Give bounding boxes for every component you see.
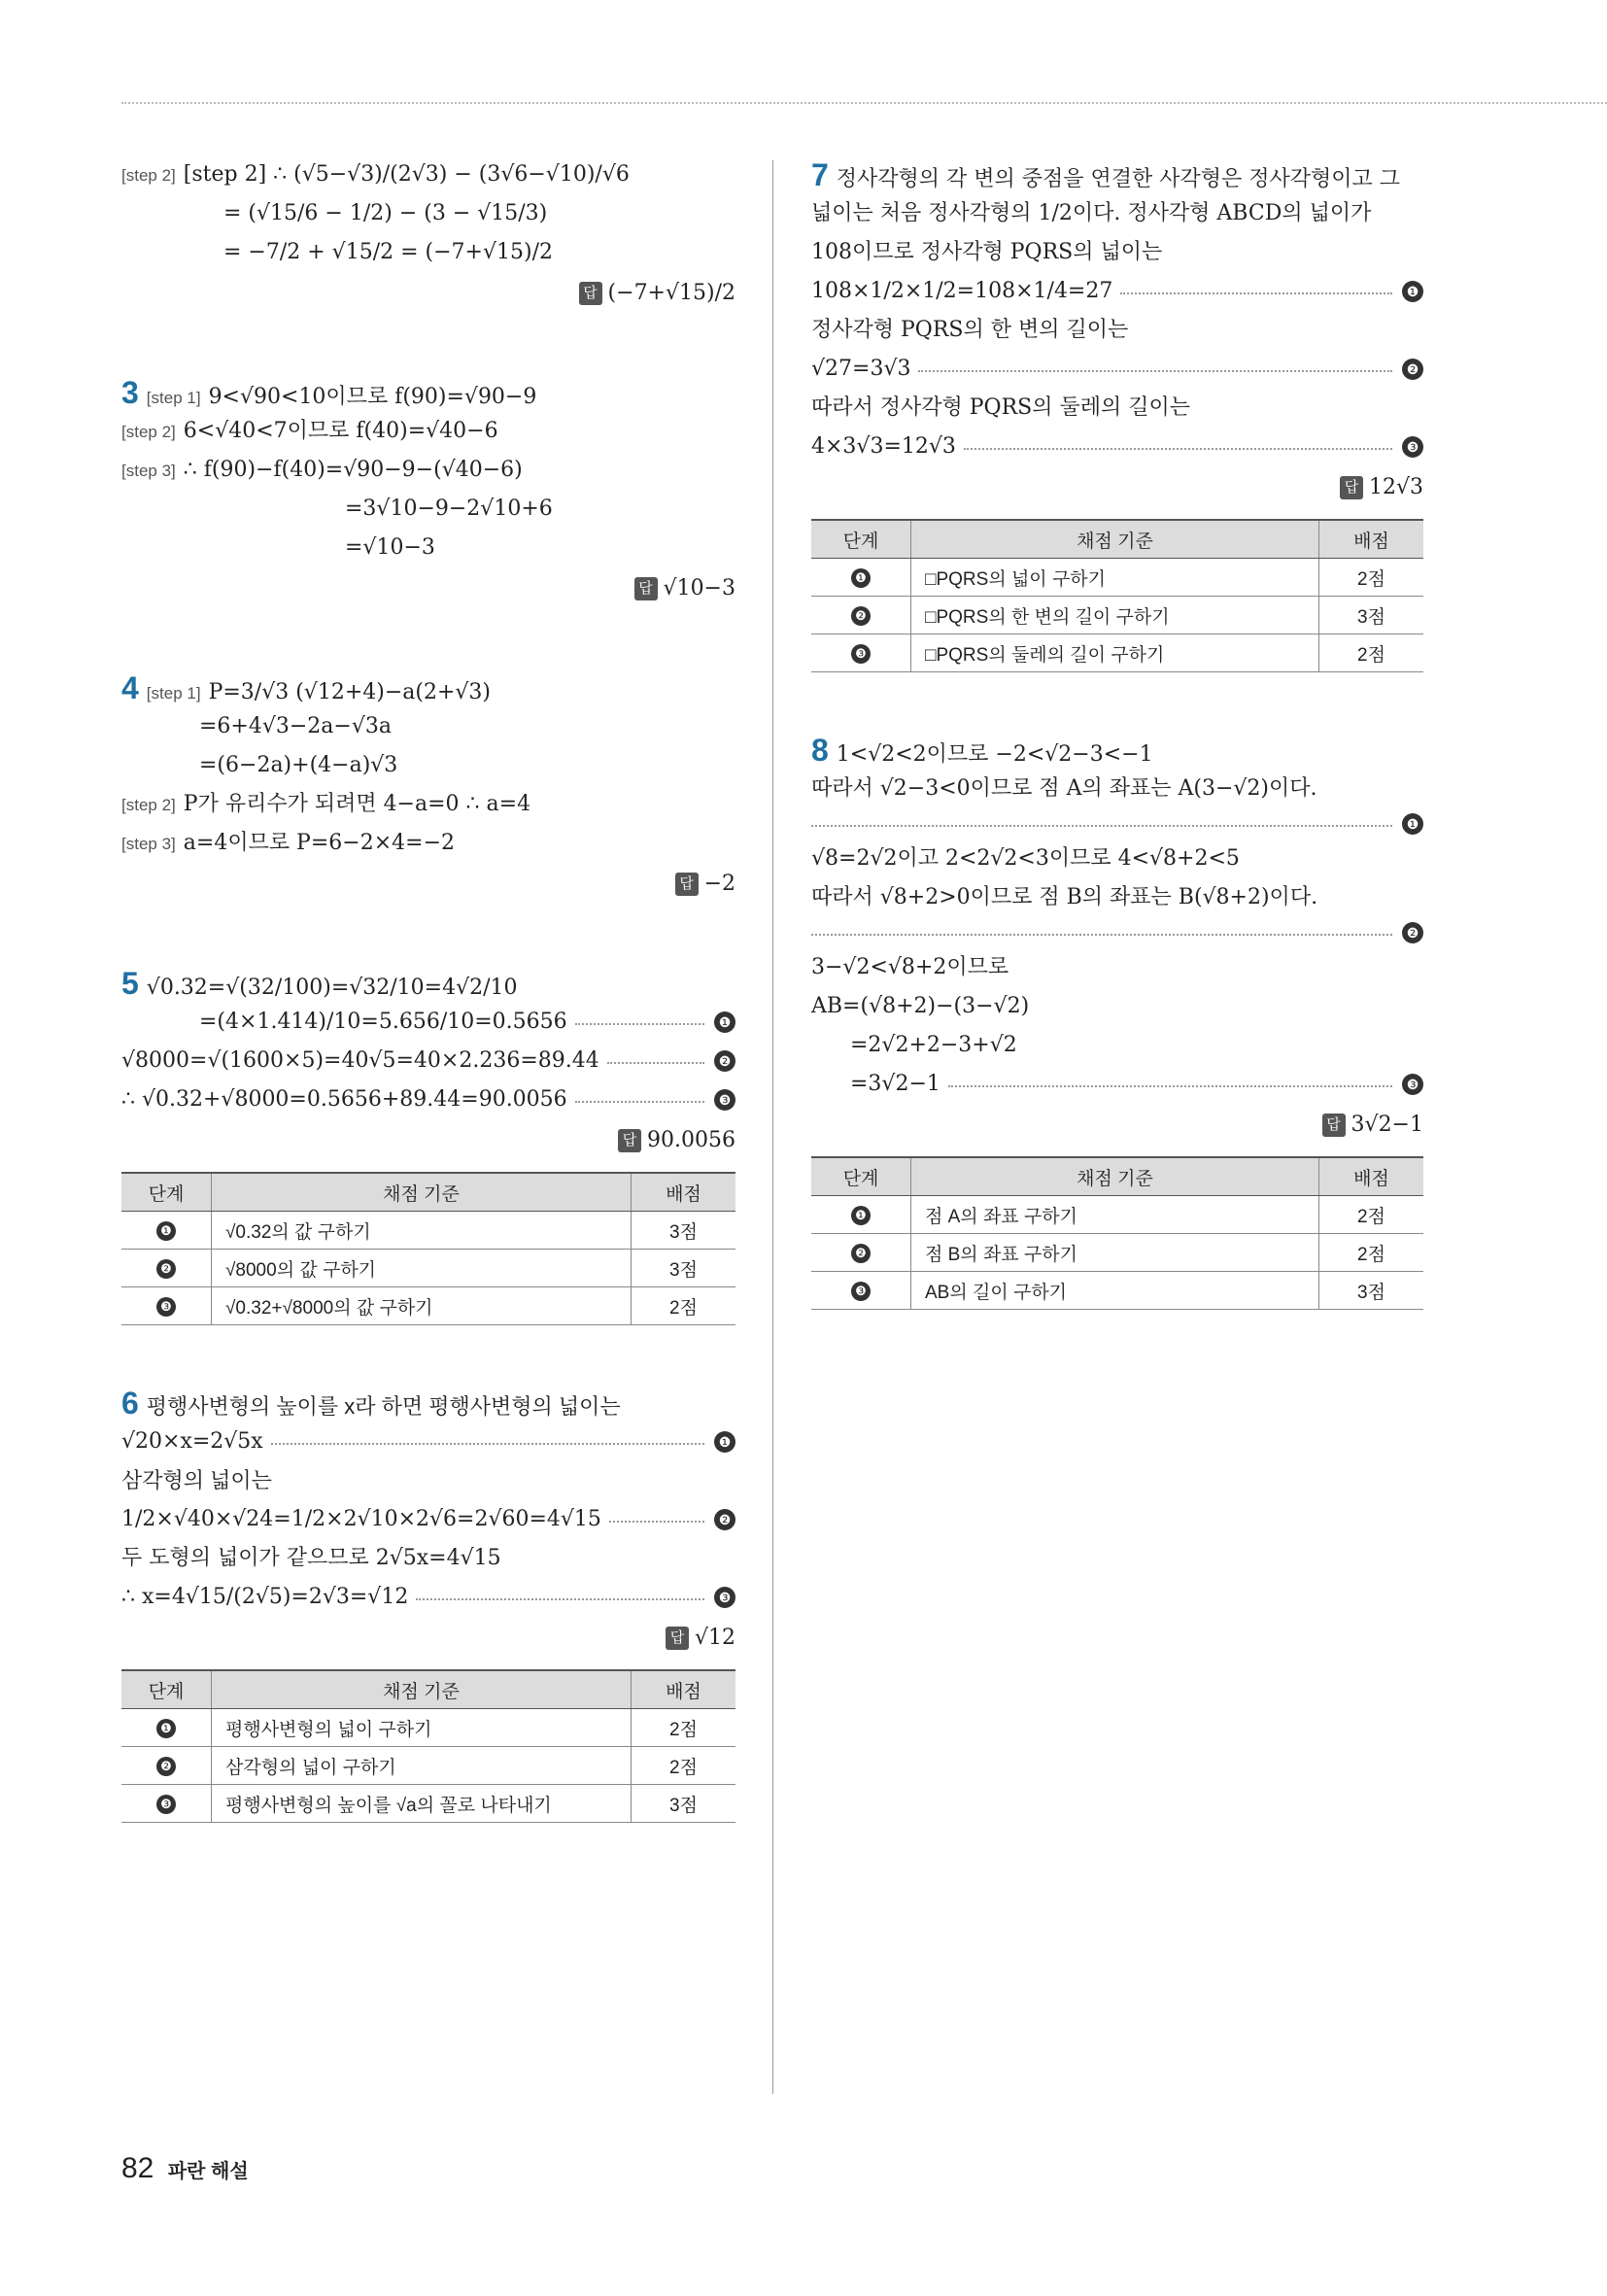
answer-badge: 답 [1340, 476, 1363, 499]
p8-answer: 답 3√2−1 [811, 1104, 1423, 1147]
p4-line-5: a=4이므로 P=6−2×4=−2 [183, 831, 456, 855]
problem-number: 6 [121, 1386, 139, 1421]
p2-answer: 답 (−7+√15)/2 [121, 272, 735, 315]
p7-grading-table: 단계 채점 기준 배점 ❶ □PQRS의 넓이 구하기 2점 ❷ □PQRS의 한 변의 길이 구하기 3점 ❸ □PQRS의 둘레의 길이 구하기 2점 [811, 519, 1423, 672]
p5-grading-table: 단계 채점 기준 배점 ❶ √0.32의 값 구하기 3점 ❷ √8000의 값 구하기 3점 ❸ √0.32+√8000의 값 구하기 2점 [121, 1172, 735, 1325]
problem-3: 3 [step 1] 9<√90<10이므로 f(90)=√90−9 [step 2] 6<√40<7이므로 f(40)=√40−6 [step 3] ∴ f(90)−f(40)=√90−9−(√40−6) =3√10−9−2√10+6 =√10−3 답 √10−3 [121, 373, 735, 610]
problem-4: 4 [step 1] P=3/√3 (√12+4)−a(2+√3) =6+4√3−2a−√3a =(6−2a)+(4−a)√3 [step 2] P가 유리수가 되려면 4−a=0 ∴ a=4 [step 3] a=4이므로 P=6−2×4=−2 답 −2 [121, 668, 735, 906]
p6-line-4: 1/2×√40×√24=1/2×2√10×2√6=2√60=4√15 [121, 1507, 601, 1531]
p8-grading-table: 단계 채점 기준 배점 ❶ 점 A의 좌표 구하기 2점 ❷ 점 B의 좌표 구하기 2점 ❸ AB의 길이 구하기 3점 [811, 1156, 1423, 1310]
problem-2-continued: [step 2] [step 2] ∴ (√5−√3)/(2√3) − (3√6−√10)/√6 = (√15/6 − 1/2) − (3 − √15/3) = −7/2 + √15/2 = (−7+√15)/2 답 (−7+√15)/2 [121, 155, 735, 315]
step-2-marker: ❷ [1402, 359, 1423, 380]
page-footer [121, 2152, 249, 2185]
p4-line-4: P가 유리수가 되려면 4−a=0 ∴ a=4 [183, 792, 531, 816]
p7-answer: 답 12√3 [811, 466, 1423, 509]
step-3-marker: ❸ [714, 1089, 735, 1111]
p2-line-3: = −7/2 + √15/2 = (−7+√15)/2 [223, 240, 553, 264]
p5-line-3: √8000=√(1600×5)=40√5=40×2.236=89.44 [121, 1048, 599, 1073]
step-3-marker: ❸ [1402, 1074, 1423, 1095]
p7-line-1: 정사각형의 각 변의 중점을 연결한 사각형은 정사각형이고 그 [836, 167, 1401, 191]
p7-line-8: 4×3√3=12√3 [811, 434, 956, 459]
table-row: ❷ □PQRS의 한 변의 길이 구하기 3점 [811, 597, 1423, 634]
table-row: ❶ 점 A의 좌표 구하기 2점 [811, 1196, 1423, 1234]
problem-7 [811, 155, 1423, 672]
answer-badge: 답 [666, 1627, 689, 1650]
p7-line-3: 108이므로 정사각형 PQRS의 넓이는 [811, 240, 1163, 264]
step-2-marker: ❷ [714, 1509, 735, 1530]
p8-line-2: 따라서 √2−3<0이므로 점 A의 좌표는 A(3−√2)이다. [811, 776, 1317, 801]
p6-line-1: 평행사변형의 높이를 x라 하면 평행사변형의 넓이는 [146, 1394, 621, 1419]
p8-line-6: AB=(√8+2)−(3−√2) [811, 994, 1030, 1018]
p5-line-4: ∴ √0.32+√8000=0.5656+89.44=90.0056 [121, 1087, 567, 1112]
p5-line-1: √0.32=√(32/100)=√32/10=4√2/10 [146, 976, 518, 1000]
p3-line-5: =√10−3 [345, 535, 435, 560]
p3-line-2: 6<√40<7이므로 f(40)=√40−6 [183, 419, 498, 443]
problem-number: 7 [811, 157, 829, 192]
p7-line-6: √27=3√3 [811, 357, 911, 381]
p8-line-8: =3√2−1 [850, 1072, 940, 1096]
p3-line-1: 9<√90<10이므로 f(90)=√90−9 [208, 385, 537, 409]
p2-line-1: [step 2] ∴ (√5−√3)/(2√3) − (3√6−√10)/√6 [183, 162, 630, 187]
table-row: ❸ □PQRS의 둘레의 길이 구하기 2점 [811, 634, 1423, 672]
p5-answer: 답 90.0056 [121, 1119, 735, 1162]
table-row: ❷ 점 B의 좌표 구하기 2점 [811, 1234, 1423, 1272]
step-1-marker: ❶ [1402, 813, 1423, 835]
p6-answer: 답 √12 [121, 1617, 735, 1660]
p6-line-3: 삼각형의 넓이는 [121, 1468, 272, 1492]
p6-line-2: √20×x=2√5x [121, 1429, 263, 1454]
p7-line-2: 넓이는 처음 정사각형의 1/2이다. 정사각형 ABCD의 넓이가 [811, 201, 1372, 225]
answer-badge: 답 [634, 577, 658, 600]
p8-line-4: 따라서 √8+2>0이므로 점 B의 좌표는 B(√8+2)이다. [811, 885, 1318, 909]
table-row: ❸ AB의 길이 구하기 3점 [811, 1272, 1423, 1310]
answer-badge: 답 [1322, 1114, 1346, 1137]
problem-number: 3 [121, 375, 139, 410]
right-column [811, 155, 1423, 1310]
problem-6 [121, 1384, 735, 1823]
p4-line-2: =6+4√3−2a−√3a [199, 714, 392, 738]
top-dotted-rule [121, 102, 1607, 104]
p7-line-4: 108×1/2×1/2=108×1/4=27 [811, 279, 1113, 303]
step-3-marker: ❸ [1402, 436, 1423, 458]
table-row: ❷ 삼각형의 넓이 구하기 2점 [121, 1747, 735, 1785]
table-row: ❸ √0.32+√8000의 값 구하기 2점 [121, 1287, 735, 1325]
problem-number: 4 [121, 670, 139, 705]
problem-number: 5 [121, 966, 139, 1001]
left-column [121, 155, 735, 1823]
p8-line-7: =2√2+2−3+√2 [850, 1033, 1017, 1057]
table-row: ❶ √0.32의 값 구하기 3점 [121, 1212, 735, 1250]
step-2-marker: ❷ [714, 1050, 735, 1072]
problem-number: 8 [811, 733, 829, 768]
p6-grading-table: 단계 채점 기준 배점 ❶ 평행사변형의 넓이 구하기 2점 ❷ 삼각형의 넓이 구하기 2점 ❸ 평행사변형의 높이를 √a의 꼴로 나타내기 3점 [121, 1669, 735, 1823]
table-row: ❶ □PQRS의 넓이 구하기 2점 [811, 559, 1423, 597]
step-2-marker: ❷ [1402, 922, 1423, 943]
step-3-marker: ❸ [714, 1587, 735, 1608]
p6-line-6: ∴ x=4√15/(2√5)=2√3=√12 [121, 1585, 409, 1609]
p4-answer: 답 −2 [121, 863, 735, 906]
p8-line-3: √8=2√2이고 2<2√2<3이므로 4<√8+2<5 [811, 846, 1240, 871]
problem-8 [811, 731, 1423, 1310]
answer-badge: 답 [675, 873, 699, 896]
p4-line-1: P=3/√3 (√12+4)−a(2+√3) [208, 680, 491, 704]
column-divider [772, 160, 773, 2094]
p3-line-4: =3√10−9−2√10+6 [345, 497, 553, 521]
p3-answer: 답 √10−3 [121, 567, 735, 610]
answer-badge: 답 [579, 282, 602, 305]
step-1-marker: ❶ [714, 1011, 735, 1033]
p7-line-5: 정사각형 PQRS의 한 변의 길이는 [811, 318, 1129, 342]
step-1-marker: ❶ [1402, 281, 1423, 302]
p6-line-5: 두 도형의 넓이가 같으므로 2√5x=4√15 [121, 1546, 501, 1570]
p7-line-7: 따라서 정사각형 PQRS의 둘레의 길이는 [811, 395, 1190, 420]
problem-5 [121, 964, 735, 1325]
footer-title: 파란 해설 [167, 2161, 249, 2182]
step-1-marker: ❶ [714, 1431, 735, 1453]
p8-line-1: 1<√2<2이므로 −2<√2−3<−1 [836, 742, 1153, 767]
table-row: ❶ 평행사변형의 넓이 구하기 2점 [121, 1709, 735, 1747]
answer-badge: 답 [618, 1129, 641, 1152]
table-row: ❷ √8000의 값 구하기 3점 [121, 1250, 735, 1287]
p8-line-5: 3−√2<√8+2이므로 [811, 955, 1009, 979]
p5-line-2: =(4×1.414)/10=5.656/10=0.5656 [199, 1010, 567, 1034]
page-number: 82 [121, 2152, 154, 2184]
p2-line-2: = (√15/6 − 1/2) − (3 − √15/3) [223, 201, 548, 225]
p4-line-3: =(6−2a)+(4−a)√3 [199, 753, 398, 777]
p3-line-3: ∴ f(90)−f(40)=√90−9−(√40−6) [183, 458, 523, 482]
table-row: ❸ 평행사변형의 높이를 √a의 꼴로 나타내기 3점 [121, 1785, 735, 1823]
